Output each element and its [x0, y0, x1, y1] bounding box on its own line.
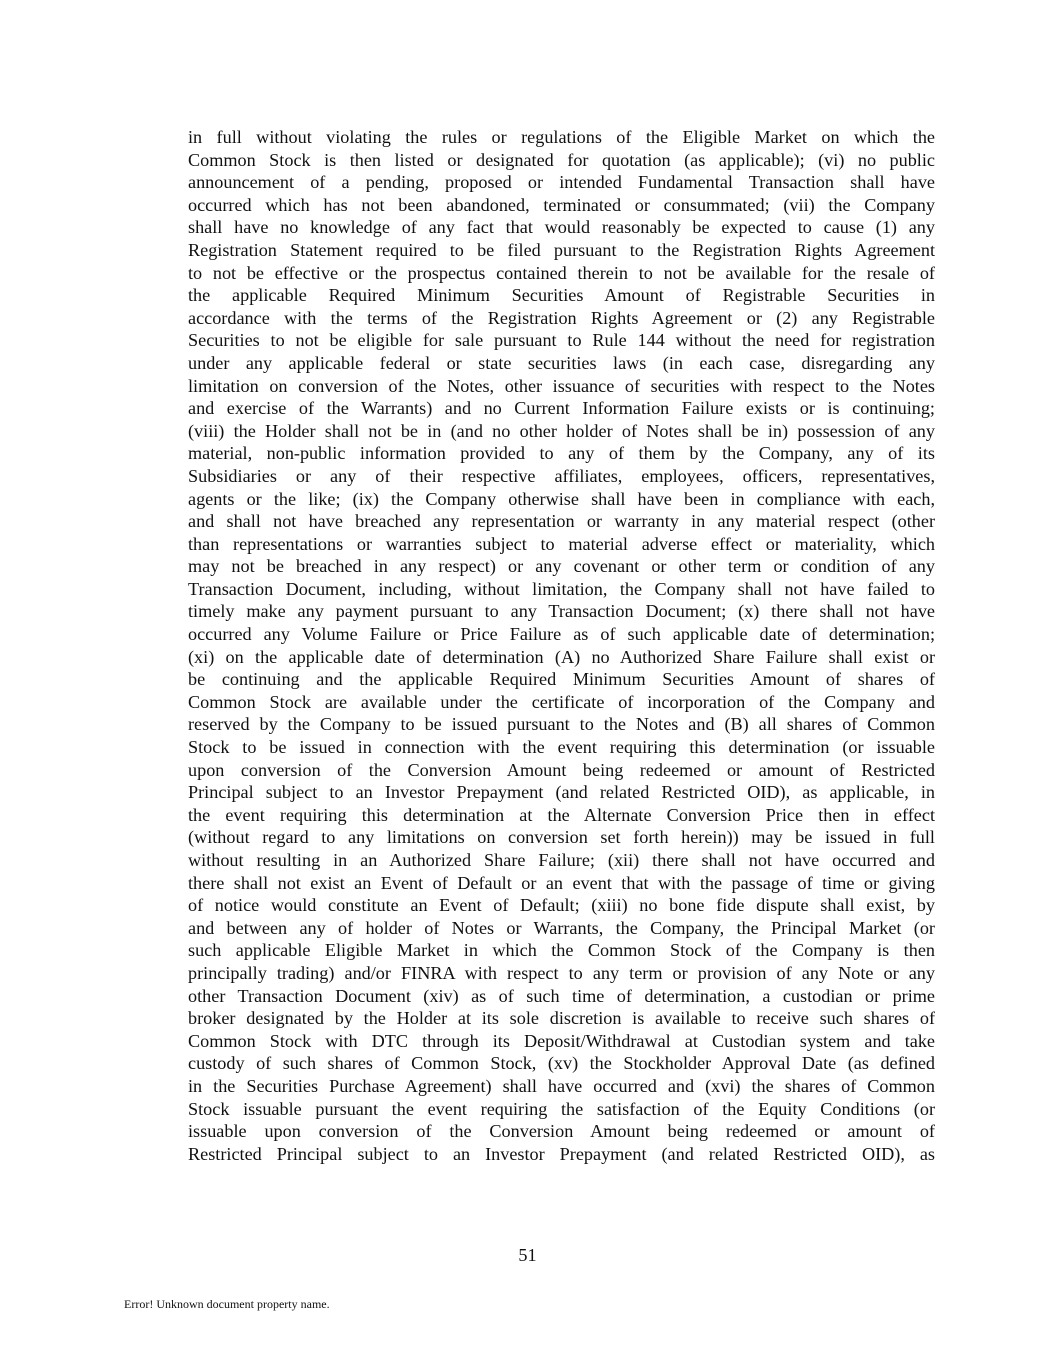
- text-line: (without regard to any limitations on conversion set forth herein)) may be issued in full: [188, 827, 935, 848]
- text-line: upon conversion of the Conversion Amount being redeemed or amount of Restricted: [188, 759, 935, 780]
- text-line: Securities to not be eligible for sale pursuant to Rule 144 without the need for registration: [188, 330, 935, 351]
- text-line: Registration Statement required to be filed pursuant to the Registration Rights Agreement: [188, 239, 935, 260]
- text-line: Common Stock is then listed or designated for quotation (as applicable); (vi) no public: [188, 149, 935, 170]
- text-line: broker designated by the Holder at its sole discretion is available to receive such shares of: [188, 1008, 935, 1029]
- page-number: 51: [518, 1245, 537, 1265]
- text-line: such applicable Eligible Market in which the Common Stock of the Company is then: [188, 940, 935, 961]
- text-line: occurred any Volume Failure or Price Failure as of such applicable date of determination;: [188, 624, 935, 645]
- text-line: material, non-public information provided to any of them by the Company, any of its: [188, 443, 935, 464]
- text-line: agents or the like; (ix) the Company otherwise shall have been in compliance with each,: [188, 488, 935, 509]
- text-line: and exercise of the Warrants) and no Current Information Failure exists or is continuing;: [188, 398, 935, 419]
- text-line: other Transaction Document (xiv) as of such time of determination, a custodian or prime: [188, 985, 935, 1006]
- text-line: Stock to be issued in connection with the event requiring this determination (or issuable: [188, 737, 935, 758]
- text-line: (xi) on the applicable date of determination (A) no Authorized Share Failure shall exist or: [188, 646, 935, 667]
- text-line: there shall not exist an Event of Default or an event that with the passage of time or giving: [188, 872, 935, 893]
- text-line: custody of such shares of Common Stock, (xv) the Stockholder Approval Date (as defined: [188, 1053, 935, 1074]
- text-line: principally trading) and/or FINRA with respect to any term or provision of any Note or any: [188, 962, 935, 983]
- text-line: in the Securities Purchase Agreement) shall have occurred and (xvi) the shares of Common: [188, 1075, 935, 1096]
- text-line: be continuing and the applicable Required Minimum Securities Amount of shares of: [188, 669, 935, 690]
- text-line: of notice would constitute an Event of Default; (xiii) no bone fide dispute shall exist, by: [188, 895, 935, 916]
- text-line: reserved by the Company to be issued pursuant to the Notes and (B) all shares of Common: [188, 714, 935, 735]
- text-line: issuable upon conversion of the Conversion Amount being redeemed or amount of: [188, 1121, 935, 1142]
- text-line: Stock issuable pursuant the event requiring the satisfaction of the Equity Conditions (or: [188, 1098, 935, 1119]
- text-line: Transaction Document, including, without limitation, the Company shall not have failed to: [188, 578, 935, 599]
- text-line: in full without violating the rules or regulations of the Eligible Market on which the: [188, 127, 935, 147]
- text-line: the event requiring this determination at the Alternate Conversion Price then in effect: [188, 804, 935, 825]
- text-line: to not be effective or the prospectus contained therein to not be available for the resale of: [188, 262, 935, 283]
- text-line: occurred which has not been abandoned, terminated or consummated; (vii) the Company: [188, 194, 935, 215]
- text-line: without resulting in an Authorized Share Failure; (xii) there shall not have occurred and: [188, 850, 935, 870]
- text-line: than representations or warranties subject to material adverse effect or materiality, which: [188, 533, 935, 554]
- text-line: Common Stock are available under the certificate of incorporation of the Company and: [188, 691, 935, 712]
- text-line: the applicable Required Minimum Securities Amount of Registrable Securities in: [188, 285, 935, 306]
- text-line: and between any of holder of Notes or Warrants, the Company, the Principal Market (or: [188, 917, 935, 938]
- text-line: timely make any payment pursuant to any Transaction Document; (x) there shall not have: [188, 601, 935, 622]
- text-line: limitation on conversion of the Notes, other issuance of securities with respect to the Notes: [188, 375, 935, 396]
- footer-note: Error! Unknown document property name.: [124, 1297, 330, 1311]
- text-line: shall have no knowledge of any fact that would reasonably be expected to cause (1) any: [188, 217, 935, 238]
- text-line: (viii) the Holder shall not be in (and no other holder of Notes shall be in) possession of any: [188, 420, 935, 441]
- text-line: may not be breached in any respect) or any covenant or other term or condition of any: [188, 556, 935, 577]
- text-line: and shall not have breached any representation or warranty in any material respect (other: [188, 511, 935, 532]
- text-line: Common Stock with DTC through its Deposit/Withdrawal at Custodian system and take: [188, 1030, 935, 1051]
- body-text: [188, 126, 935, 1165]
- text-line: Principal subject to an Investor Prepayment (and related Restricted OID), as applicable, in: [188, 782, 935, 803]
- text-line: announcement of a pending, proposed or intended Fundamental Transaction shall have: [188, 172, 935, 193]
- text-line: under any applicable federal or state securities laws (in each case, disregarding any: [188, 352, 935, 373]
- text-line: Subsidiaries or any of their respective affiliates, employees, officers, representatives,: [188, 465, 935, 486]
- text-line: Restricted Principal subject to an Investor Prepayment (and related Restricted OID), as: [188, 1143, 935, 1164]
- text-line: accordance with the terms of the Registration Rights Agreement or (2) any Registrable: [188, 307, 935, 328]
